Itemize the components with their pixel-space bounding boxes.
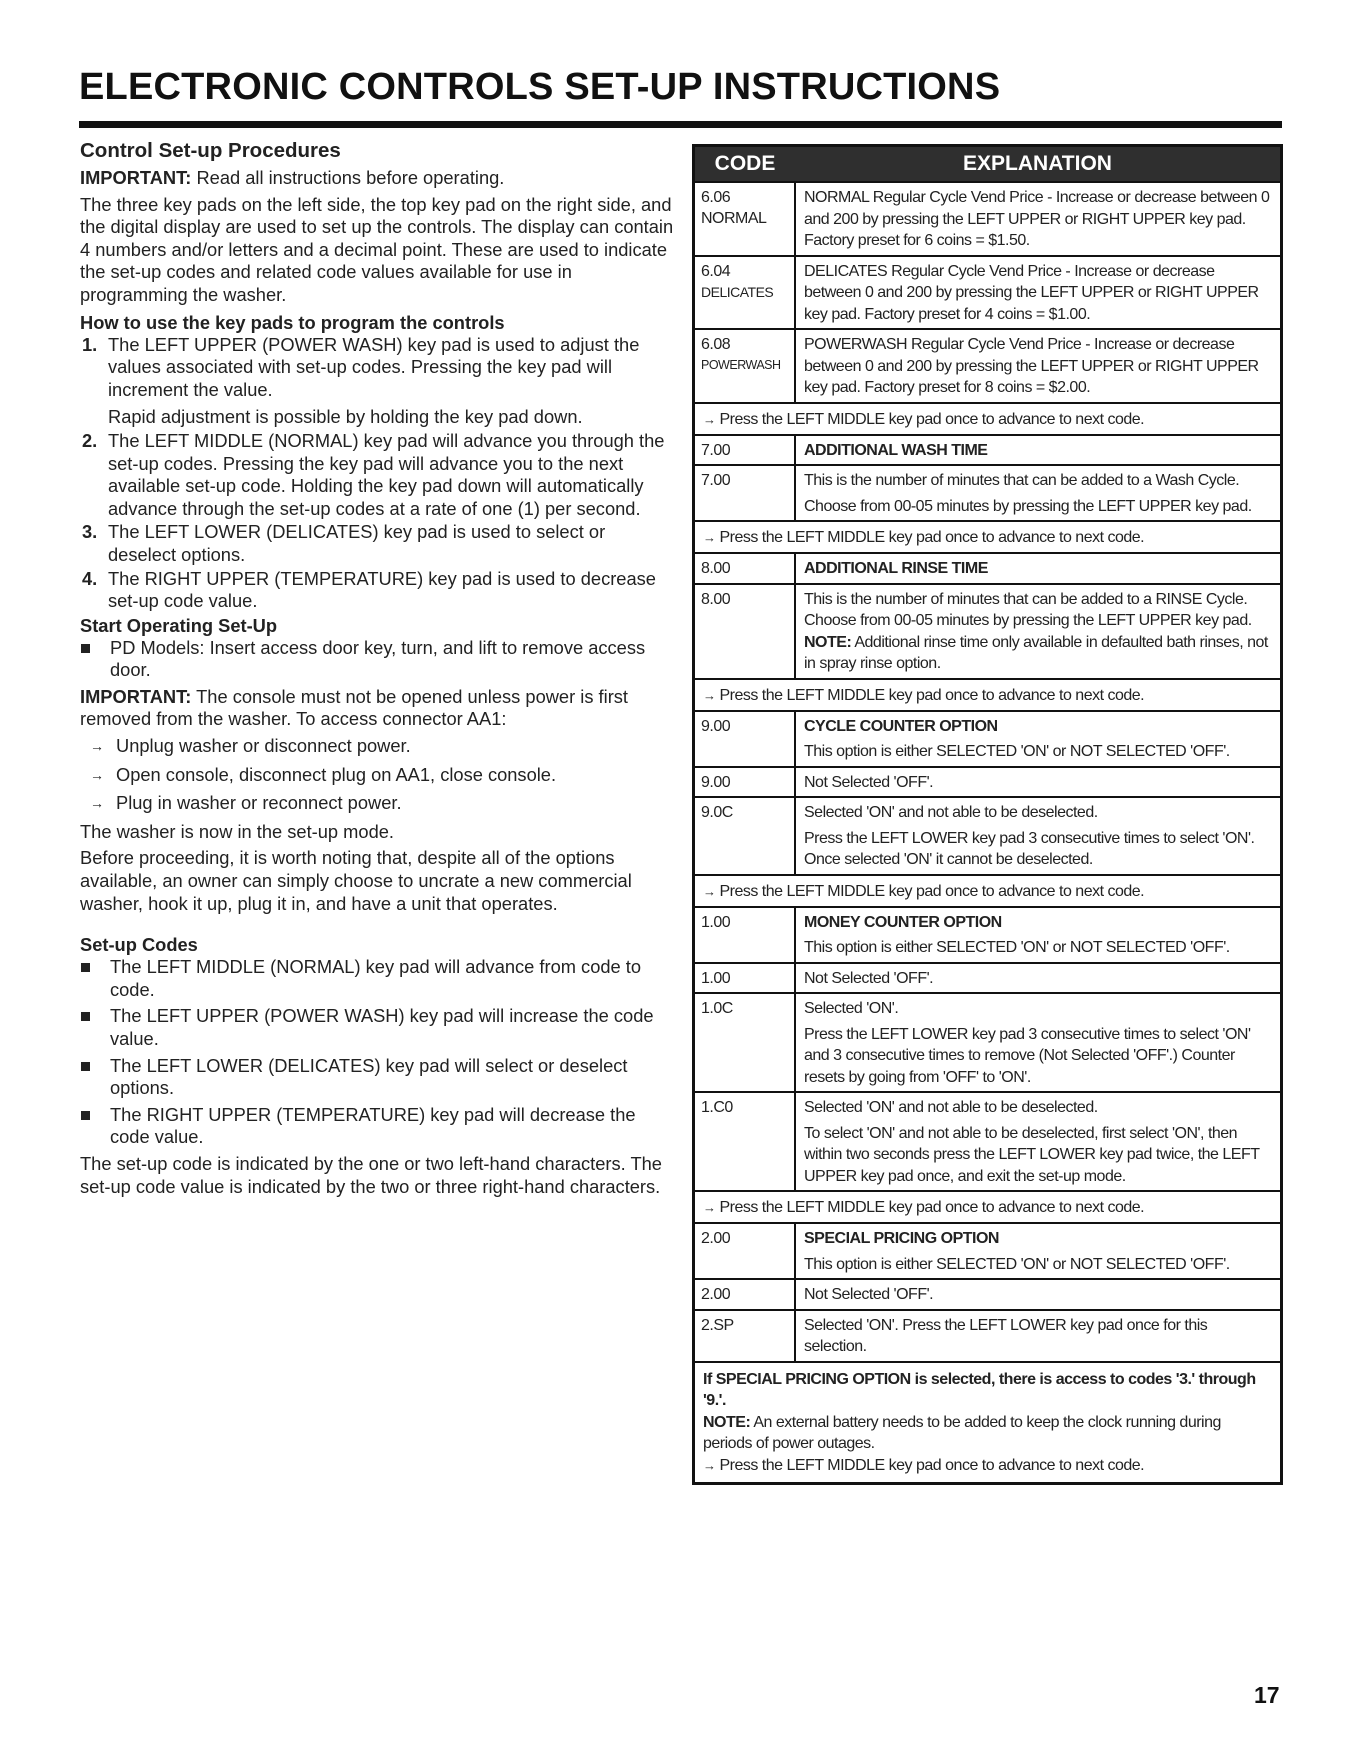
table-row bbox=[695, 766, 1280, 797]
bullet-text: The LEFT MIDDLE (NORMAL) key pad will advance from code to code. bbox=[110, 956, 642, 1000]
explanation-cell: Selected 'ON'. Press the LEFT LOWER key pad once for this selection. bbox=[804, 1316, 1208, 1355]
advance-text: Press the LEFT MIDDLE key pad once to advance to next code. bbox=[719, 529, 1145, 546]
steps-list bbox=[80, 334, 675, 613]
table-row bbox=[695, 992, 1280, 1091]
code-cell: 1.00 bbox=[695, 908, 796, 962]
explanation-cell bbox=[796, 1093, 1280, 1190]
explanation-text: Press the LEFT LOWER key pad 3 consecutive times to select 'ON'. Once selected 'ON' it cannot be deselected. bbox=[804, 829, 1255, 868]
option-title: ADDITIONAL WASH TIME bbox=[804, 441, 988, 459]
list-item bbox=[80, 956, 675, 1001]
arrow-icon: → bbox=[703, 530, 716, 545]
advance-text: Press the LEFT MIDDLE key pad once to advance to next code. bbox=[719, 686, 1145, 704]
intro-paragraph: The three key pads on the left side, the top key pad on the right side, and the digital display are used to set up the controls. The display can contain 4 numbers and/or letters and a decimal point. These are used to indicate the set-up codes and related code values available for use in programming the washer. bbox=[80, 193, 674, 305]
code-description-paragraph: The set-up code is indicated by the one or two left-hand characters. The set-up code value is indicated by the two or three right-hand characters. bbox=[80, 1152, 662, 1197]
code-cell: 2.00 bbox=[695, 1224, 796, 1278]
codes-heading: Set-up Codes bbox=[80, 934, 198, 956]
list-item bbox=[80, 334, 675, 429]
battery-note bbox=[703, 1412, 1272, 1455]
explanation-cell: Not Selected 'OFF'. bbox=[804, 773, 934, 791]
list-item bbox=[80, 521, 675, 566]
arrow-item-text: Plug in washer or reconnect power. bbox=[116, 792, 402, 814]
code-cell: 1.00 bbox=[695, 964, 796, 993]
explanation-cell bbox=[796, 798, 1280, 874]
table-row bbox=[695, 796, 1280, 874]
step-text: The LEFT MIDDLE (NORMAL) key pad will advance you through the set-up codes. Pressing the key pad will advance you to the next available set-up code. Holding the key pad down will automatically advance through the set-up codes at a rate of one (1) per second. bbox=[108, 429, 665, 519]
table-header bbox=[695, 147, 1280, 181]
note-label: NOTE: bbox=[804, 633, 852, 651]
note-body: An external battery needs to be added to keep the clock running during periods of power outages. bbox=[703, 1413, 1221, 1452]
special-pricing-note bbox=[695, 1361, 1280, 1483]
explanation-cell: Not Selected 'OFF'. bbox=[804, 969, 934, 987]
left-column bbox=[80, 138, 675, 1202]
square-bullet-icon bbox=[81, 1111, 90, 1120]
arrow-icon: → bbox=[90, 795, 104, 812]
explanation-cell bbox=[796, 994, 1280, 1091]
bullet-text: PD Models: Insert access door key, turn, and lift to remove access door. bbox=[110, 636, 646, 681]
important-note bbox=[80, 686, 675, 731]
code-cell: 1.0C bbox=[695, 994, 796, 1091]
important-text: The console must not be opened unless power is first removed from the washer. To access connector AA1: bbox=[80, 685, 629, 730]
arrow-item-text: Unplug washer or disconnect power. bbox=[116, 735, 411, 757]
advance-text: Press the LEFT MIDDLE key pad once to advance to next code. bbox=[719, 882, 1145, 900]
table-row bbox=[695, 1309, 1280, 1361]
header-explanation: EXPLANATION bbox=[963, 152, 1112, 175]
advance-instruction bbox=[695, 1190, 1280, 1222]
important-label: IMPORTANT: bbox=[80, 685, 192, 707]
code-label: NORMAL bbox=[701, 210, 767, 227]
explanation-text: Selected 'ON'. bbox=[804, 1000, 899, 1017]
note-text bbox=[804, 632, 1272, 675]
code-value: 6.04 bbox=[701, 262, 731, 280]
advance-text: Press the LEFT MIDDLE key pad once to advance to next code. bbox=[719, 410, 1145, 428]
advance-instruction bbox=[695, 874, 1280, 906]
table-row bbox=[695, 328, 1280, 402]
explanation-text: This is the number of minutes that can be added to a Wash Cycle. bbox=[804, 472, 1240, 489]
square-bullet-icon bbox=[81, 1062, 90, 1071]
advance-instruction bbox=[703, 1455, 1272, 1477]
title-divider bbox=[79, 121, 1282, 128]
advance-instruction bbox=[695, 402, 1280, 434]
explanation-text: Choose from 00-05 minutes by pressing the LEFT UPPER key pad. bbox=[804, 497, 1252, 515]
special-pricing-text: If SPECIAL PRICING OPTION is selected, there is access to codes '3.' through '9.'. bbox=[703, 1370, 1256, 1409]
list-item bbox=[80, 568, 675, 613]
explanation-cell bbox=[796, 554, 1280, 583]
arrow-icon: → bbox=[703, 1200, 716, 1215]
option-title: ADDITIONAL RINSE TIME bbox=[804, 560, 988, 577]
code-cell bbox=[695, 330, 796, 402]
code-cell: 8.00 bbox=[695, 585, 796, 678]
advance-text: Press the LEFT MIDDLE key pad once to advance to next code. bbox=[719, 1456, 1145, 1474]
explanation-cell bbox=[796, 466, 1280, 520]
page-title: ELECTRONIC CONTROLS SET-UP INSTRUCTIONS bbox=[79, 66, 1001, 108]
option-title: MONEY COUNTER OPTION bbox=[804, 913, 1002, 931]
proceeding-paragraph: Before proceeding, it is worth noting that, despite all of the options available, an owner can simply choose to uncrate a new commercial washer, hook it up, plug it in, and have a unit that operates. bbox=[80, 847, 632, 914]
important-label: IMPORTANT: bbox=[80, 167, 192, 188]
code-cell bbox=[695, 257, 796, 329]
explanation-cell bbox=[796, 1224, 1280, 1278]
explanation-text: To select 'ON' and not able to be deselected, first select 'ON', then within two seconds press the LEFT LOWER key pad twice, the LEFT UPPER key pad once, and exit the set-up mode. bbox=[804, 1124, 1260, 1185]
table-row bbox=[695, 1278, 1280, 1309]
code-cell: 2.SP bbox=[695, 1311, 796, 1361]
list-item bbox=[80, 764, 675, 787]
code-label: POWERWASH bbox=[701, 358, 781, 372]
code-label: DELICATES bbox=[701, 283, 774, 300]
table-row bbox=[695, 434, 1280, 465]
step-text: The LEFT LOWER (DELICATES) key pad is used to select or deselect options. bbox=[108, 521, 606, 565]
explanation-text: This option is either SELECTED 'ON' or NOT SELECTED 'OFF'. bbox=[804, 743, 1230, 760]
advance-instruction bbox=[695, 520, 1280, 552]
bullet-text: The LEFT LOWER (DELICATES) key pad will select or deselect options. bbox=[110, 1054, 628, 1099]
table-row bbox=[695, 906, 1280, 962]
table-row bbox=[695, 1222, 1280, 1278]
note-label: NOTE: bbox=[703, 1413, 751, 1431]
code-cell: 7.00 bbox=[695, 436, 796, 465]
table-row bbox=[695, 583, 1280, 678]
code-table bbox=[692, 144, 1283, 1485]
page-number: 17 bbox=[1254, 1682, 1280, 1708]
table-row bbox=[695, 255, 1280, 329]
option-title: SPECIAL PRICING OPTION bbox=[804, 1230, 999, 1247]
step-number: 4. bbox=[82, 567, 98, 589]
code-cell: 7.00 bbox=[695, 466, 796, 520]
step-number: 2. bbox=[82, 429, 98, 451]
advance-instruction bbox=[695, 678, 1280, 710]
table-row bbox=[695, 710, 1280, 766]
note-body: Additional rinse time only available in defaulted bath rinses, not in spray rinse option. bbox=[804, 633, 1268, 672]
table-row bbox=[695, 552, 1280, 583]
step-text: The RIGHT UPPER (TEMPERATURE) key pad is used to decrease set-up code value. bbox=[108, 567, 656, 612]
howto-heading: How to use the key pads to program the controls bbox=[80, 311, 505, 333]
table-row bbox=[695, 1091, 1280, 1190]
header-code: CODE bbox=[714, 152, 776, 175]
square-bullet-icon bbox=[81, 644, 90, 653]
code-cell bbox=[695, 183, 796, 255]
code-value: 6.06 bbox=[701, 189, 731, 206]
important-note bbox=[80, 167, 675, 190]
arrow-icon: → bbox=[703, 411, 716, 427]
explanation-cell: DELICATES Regular Cycle Vend Price - Increase or decrease between 0 and 200 by pressing the LEFT UPPER or RIGHT UPPER key pad. Factory preset for 4 coins = $1.00. bbox=[804, 262, 1259, 323]
arrow-icon: → bbox=[703, 687, 716, 703]
arrow-icon: → bbox=[703, 1457, 716, 1473]
start-list bbox=[80, 637, 675, 682]
bullet-text: The RIGHT UPPER (TEMPERATURE) key pad will decrease the code value. bbox=[110, 1103, 636, 1148]
start-heading: Start Operating Set-Up bbox=[80, 614, 278, 636]
setup-mode-text: The washer is now in the set-up mode. bbox=[80, 820, 394, 842]
table-row bbox=[695, 181, 1280, 255]
arrow-list bbox=[80, 735, 675, 815]
explanation-text: Selected 'ON' and not able to be deselected. bbox=[804, 804, 1098, 821]
explanation-cell bbox=[796, 908, 1280, 962]
step-number: 1. bbox=[82, 333, 98, 355]
list-item bbox=[80, 735, 675, 758]
table-row bbox=[695, 464, 1280, 520]
code-cell: 8.00 bbox=[695, 554, 796, 583]
list-item bbox=[80, 430, 675, 520]
explanation-text: Selected 'ON' and not able to be deselected. bbox=[804, 1099, 1098, 1116]
list-item bbox=[80, 792, 675, 815]
arrow-icon: → bbox=[90, 738, 104, 755]
explanation-cell: Not Selected 'OFF'. bbox=[804, 1286, 934, 1303]
step-number: 3. bbox=[82, 521, 98, 543]
arrow-icon: → bbox=[703, 883, 716, 899]
code-cell: 9.00 bbox=[695, 712, 796, 766]
code-cell: 1.C0 bbox=[695, 1093, 796, 1190]
step-text: The LEFT UPPER (POWER WASH) key pad is used to adjust the values associated with set-up codes. Pressing the key pad will increment the value. bbox=[108, 333, 640, 400]
explanation-cell: NORMAL Regular Cycle Vend Price - Increase or decrease between 0 and 200 by pressing the LEFT UPPER or RIGHT UPPER key pad. Factory preset for 6 coins = $1.50. bbox=[804, 189, 1270, 249]
list-item bbox=[80, 1055, 675, 1100]
option-title: CYCLE COUNTER OPTION bbox=[804, 717, 998, 735]
code-value: 6.08 bbox=[701, 336, 731, 353]
important-text: Read all instructions before operating. bbox=[191, 167, 505, 188]
explanation-text: Press the LEFT LOWER key pad 3 consecutive times to select 'ON' and 3 consecutive times to remove (Not Selected 'OFF'.) Counter resets by going from 'OFF' to 'ON'. bbox=[804, 1025, 1251, 1086]
step-subtext: Rapid adjustment is possible by holding the key pad down. bbox=[108, 406, 583, 428]
code-cell: 9.00 bbox=[695, 768, 796, 797]
table-row bbox=[695, 962, 1280, 993]
code-cell: 2.00 bbox=[695, 1280, 796, 1309]
explanation-cell bbox=[796, 585, 1280, 678]
explanation-cell: POWERWASH Regular Cycle Vend Price - Increase or decrease between 0 and 200 by pressing the LEFT UPPER or RIGHT UPPER key pad. Factory preset for 8 coins = $2.00. bbox=[804, 336, 1259, 396]
explanation-text: This option is either SELECTED 'ON' or NOT SELECTED 'OFF'. bbox=[804, 939, 1230, 956]
square-bullet-icon bbox=[81, 1012, 90, 1021]
section-heading: Control Set-up Procedures bbox=[80, 139, 341, 162]
explanation-cell bbox=[796, 436, 1280, 465]
arrow-icon: → bbox=[90, 766, 104, 783]
explanation-cell bbox=[796, 712, 1280, 766]
bullet-text: The LEFT UPPER (POWER WASH) key pad will increase the code value. bbox=[110, 1005, 654, 1049]
advance-text: Press the LEFT MIDDLE key pad once to advance to next code. bbox=[719, 1199, 1145, 1216]
arrow-item-text: Open console, disconnect plug on AA1, close console. bbox=[116, 763, 557, 785]
explanation-text: This option is either SELECTED 'ON' or NOT SELECTED 'OFF'. bbox=[804, 1255, 1230, 1273]
code-cell: 9.0C bbox=[695, 798, 796, 874]
explanation-text: This is the number of minutes that can be added to a RINSE Cycle. Choose from 00-05 minutes by pressing the LEFT UPPER key pad. bbox=[804, 590, 1252, 629]
square-bullet-icon bbox=[81, 963, 90, 972]
list-item bbox=[80, 1104, 675, 1149]
codes-list bbox=[80, 956, 675, 1149]
list-item bbox=[80, 637, 675, 682]
list-item bbox=[80, 1005, 675, 1050]
